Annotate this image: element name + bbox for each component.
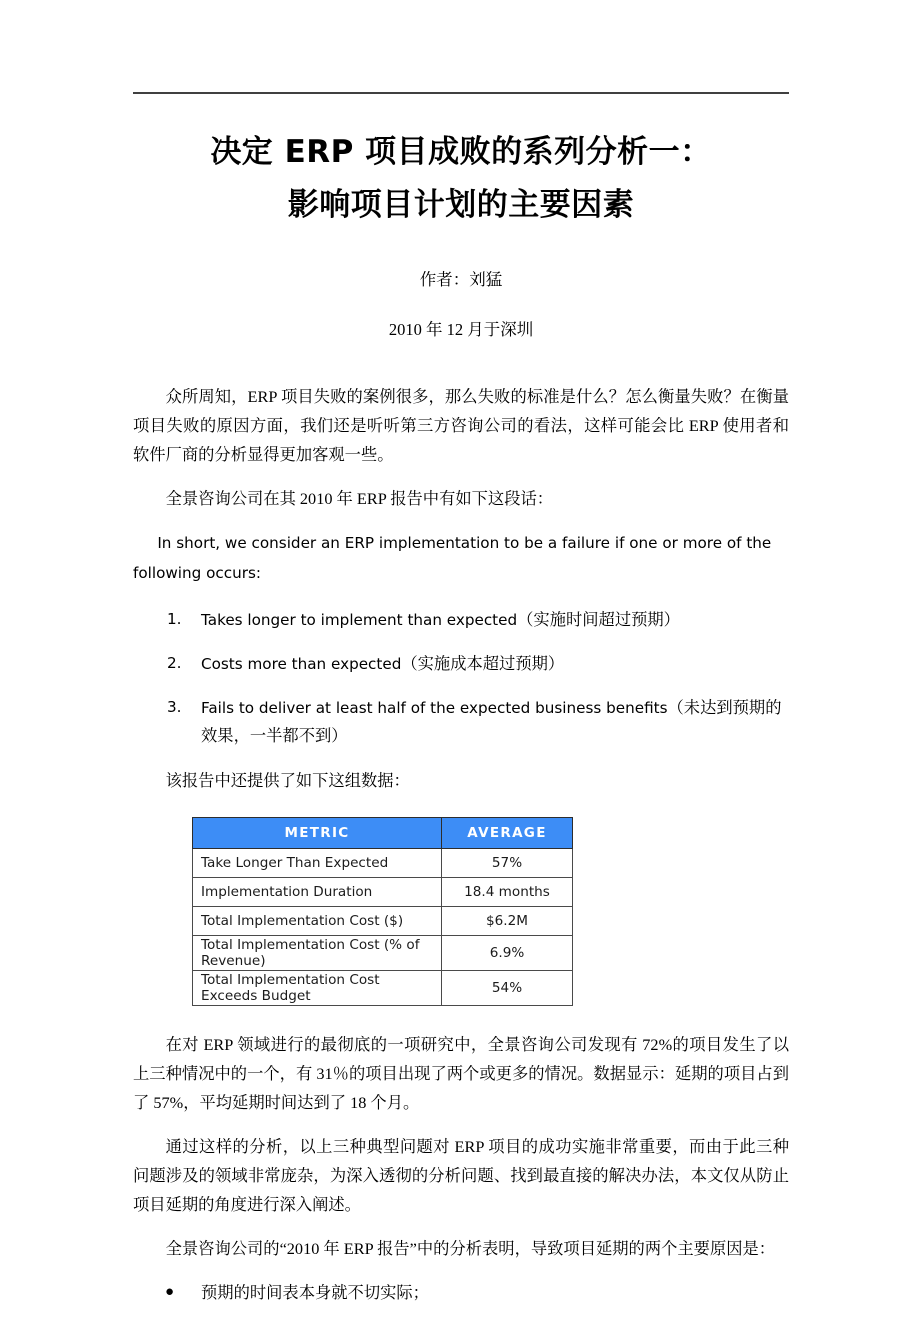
metrics-table-container — [133, 817, 789, 1006]
list-item-text-cn: （实施成本超过预期） — [401, 654, 565, 673]
paragraph-research-findings: 在对 ERP 领域进行的最彻底的一项研究中，全景咨询公司发现有 72%的项目发生了以上三种情况中的一个，有 31％的项目出现了两个或更多的情况。数据显示：延期的项目占到了 57%，平均延期时间达到了 18 个月。 — [133, 1035, 789, 1112]
list-item-number: 3. — [167, 698, 182, 716]
table-cell-average: $6.2M — [442, 907, 573, 936]
table-cell-metric: Total Implementation Cost Exceeds Budget — [193, 971, 442, 1006]
list-item-label: 预期的时间表本身就不切实际； — [201, 1283, 429, 1302]
erp-metrics-table — [192, 817, 573, 1006]
table-header — [193, 818, 573, 849]
page-title-line-1: 决定 ERP 项目成败的系列分析一： — [210, 134, 712, 170]
list-item-text-en: Costs more than expected — [201, 655, 402, 673]
table-row — [193, 878, 573, 907]
table-cell-average: 6.9% — [442, 936, 573, 971]
page-title — [133, 112, 789, 232]
document-content — [133, 112, 789, 1321]
failure-criteria-list — [133, 606, 789, 750]
table-cell-metric: Take Longer Than Expected — [193, 849, 442, 878]
table-cell-metric: Total Implementation Cost (% of Revenue) — [193, 936, 442, 971]
table-body — [193, 849, 573, 1006]
table-row — [193, 936, 573, 971]
paragraph-report-lead-in: 全景咨询公司在其 2010 年 ERP 报告中有如下这段话： — [165, 489, 554, 508]
bullet-icon: ● — [165, 1284, 175, 1300]
page-title-line-2: 影响项目计划的主要因素 — [287, 187, 635, 223]
list-item-number: 1. — [167, 610, 182, 628]
paragraph-analysis-scope: 通过这样的分析，以上三种典型问题对 ERP 项目的成功实施非常重要，而由于此三种问题涉及的领域非常庞杂，为深入透彻的分析问题、找到最直接的解决办法，本文仅从防止项目延期的角度进行深入阐述。 — [133, 1137, 789, 1214]
date-line: 2010 年 12 月于深圳 — [388, 320, 534, 339]
list-item-text-en: Takes longer to implement than expected — [201, 611, 518, 629]
paragraph-table-lead-in: 该报告中还提供了如下这组数据： — [165, 771, 410, 790]
table-cell-average: 57% — [442, 849, 573, 878]
list-item-text-en: Fails to deliver at least half of the expected business benefits — [201, 699, 668, 717]
column-header-average: AVERAGE — [442, 818, 573, 849]
table-header-row — [193, 818, 573, 849]
delay-causes-list — [133, 1279, 789, 1307]
table-cell-metric: Total Implementation Cost ($) — [193, 907, 442, 936]
header-rule-divider — [133, 92, 789, 94]
list-item — [133, 1279, 789, 1307]
list-item — [133, 694, 789, 750]
list-item — [133, 650, 789, 678]
table-cell-metric: Implementation Duration — [193, 878, 442, 907]
table-cell-average: 54% — [442, 971, 573, 1006]
list-item-number: 2. — [167, 654, 182, 672]
list-item-text-cn: （实施时间超过预期） — [517, 610, 680, 629]
table-row — [193, 971, 573, 1006]
column-header-metric: METRIC — [193, 818, 442, 849]
table-cell-average: 18.4 months — [442, 878, 573, 907]
author-byline: 作者：刘猛 — [419, 270, 503, 289]
list-item-text-cn: （未达到预期的效果，一半都不到） — [201, 698, 782, 745]
list-item — [133, 606, 789, 634]
paragraph-english-quote: In short, we consider an ERP implementation to be a failure if one or more of the following occurs: — [133, 534, 772, 582]
table-row — [193, 907, 573, 936]
paragraph-intro: 众所周知，ERP 项目失败的案例很多，那么失败的标准是什么？怎么衡量失败？在衡量项目失败的原因方面，我们还是听听第三方咨询公司的看法，这样可能会比 ERP 使用者和软件厂商的分析显得更加客观一些。 — [133, 387, 789, 464]
paragraph-delay-causes-lead-in: 全景咨询公司的“2010 年 ERP 报告”中的分析表明，导致项目延期的两个主要原因是： — [165, 1239, 776, 1258]
table-row — [193, 849, 573, 878]
